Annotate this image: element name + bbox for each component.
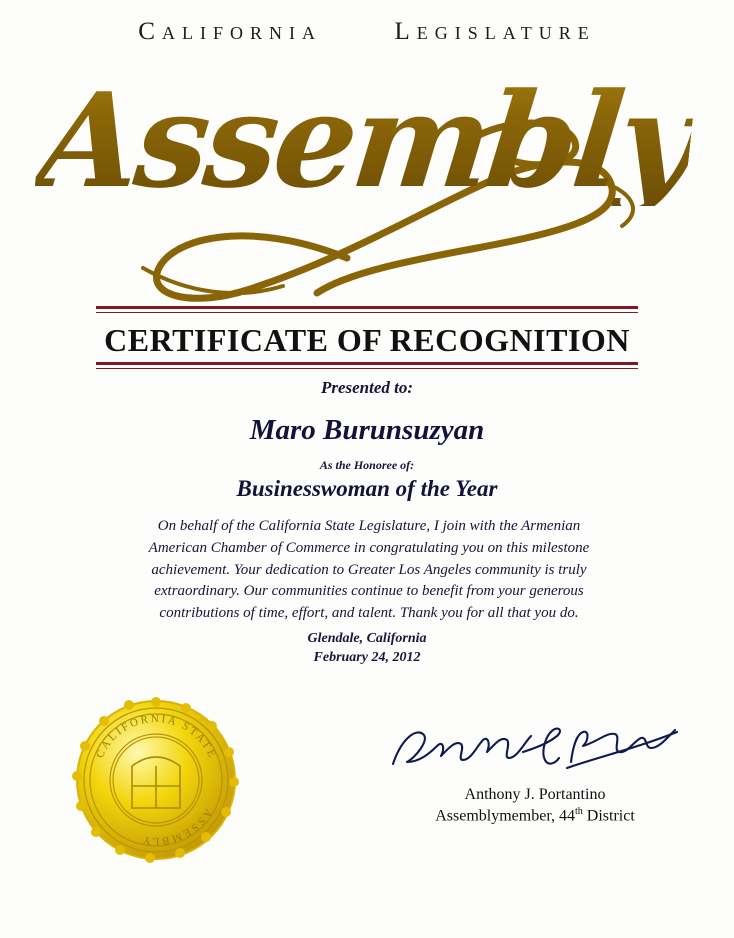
signature-block bbox=[370, 718, 700, 825]
signer-title-prefix: Assemblymember, 44 bbox=[435, 807, 575, 825]
signature-icon bbox=[385, 718, 685, 780]
date-text: February 24, 2012 bbox=[313, 649, 421, 665]
divider-thin bbox=[96, 312, 638, 313]
svg-text:ASSEMBLY: ASSEMBLY bbox=[139, 806, 215, 848]
honoree-name: Maro Burunsuzyan bbox=[249, 414, 485, 446]
divider-thick-bottom bbox=[96, 362, 638, 365]
signer-title-suffix: District bbox=[582, 807, 635, 825]
place-date-block bbox=[0, 630, 734, 668]
legislature-heading bbox=[0, 18, 734, 46]
divider-thick bbox=[96, 306, 638, 309]
svg-text:CALIFORNIA STATE: CALIFORNIA STATE bbox=[93, 712, 219, 761]
heading-word-legislature: Legislature bbox=[394, 18, 596, 45]
award-title: Businesswoman of the Year bbox=[236, 476, 498, 501]
as-honoree-label: As the Honoree of: bbox=[319, 458, 415, 472]
signer-title-ordinal: th bbox=[575, 806, 583, 817]
divider-rules bbox=[96, 306, 638, 313]
signer-name: Anthony J. Portantino bbox=[464, 786, 606, 803]
divider-rules-bottom bbox=[96, 362, 638, 369]
presented-to-label: Presented to: bbox=[320, 378, 414, 397]
signer-title bbox=[370, 806, 700, 825]
certificate-title: CERTIFICATE OF RECOGNITION bbox=[104, 322, 630, 358]
heading-word-california: California bbox=[138, 18, 322, 45]
citation-body: On behalf of the California State Legislature, I join with the Armenian American Chamber of Commerce in congratulating you on this milestone achievement. Your dedication to Greater Los Angeles community is truly extraordinary. Our communities continue to benefit from your generous contributions of time, effort, and talent. Thank you for all that you do. bbox=[148, 518, 590, 621]
divider-thin-bottom bbox=[96, 368, 638, 369]
assembly-wordmark: Assembly bbox=[33, 48, 701, 206]
place-text: Glendale, California bbox=[307, 631, 427, 646]
assembly-logo bbox=[0, 48, 734, 298]
state-seal-icon bbox=[72, 696, 240, 864]
